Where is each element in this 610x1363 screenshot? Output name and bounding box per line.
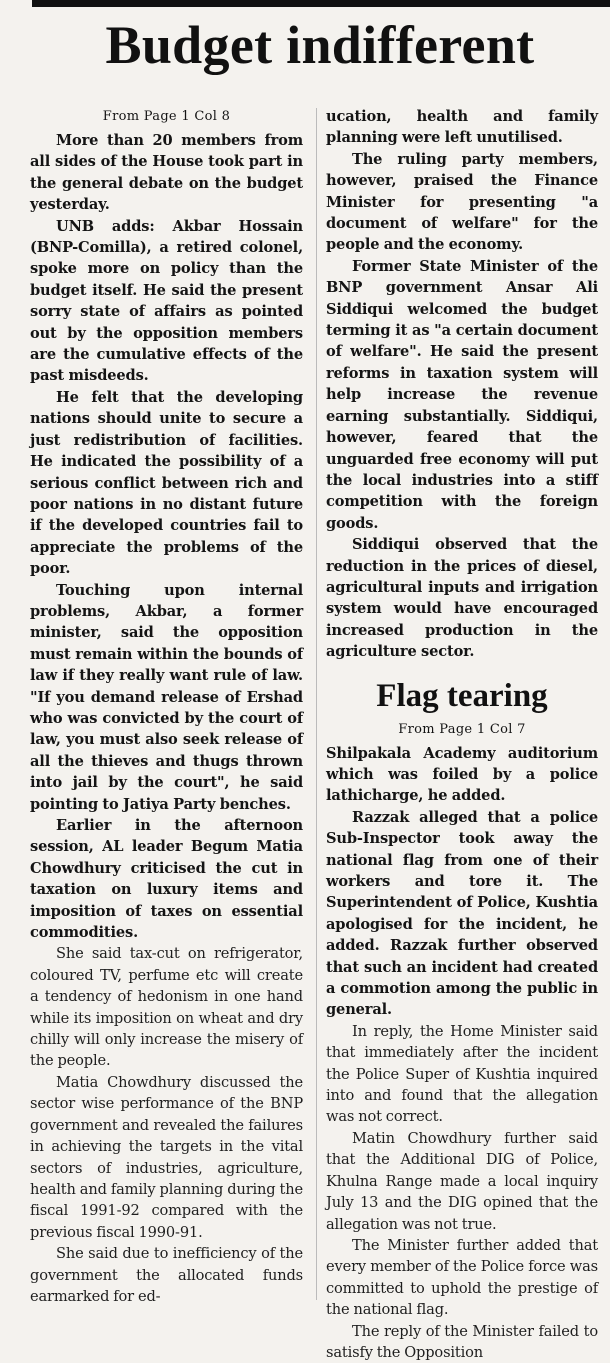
paragraph: More than 20 members from all sides of the House took part in the general debate on the budget yesterday. bbox=[30, 132, 303, 214]
column-divider bbox=[316, 108, 317, 1300]
paragraph: Siddiqui observed that the reduction in the prices of diesel, agricultural inputs and irrigation system would have encouraged increased production in the agriculture sector. bbox=[326, 536, 598, 661]
paragraph: Shilpakala Academy auditorium which was foiled by a police lathicharge, he added. bbox=[326, 744, 598, 805]
paragraph: ucation, health and family planning were left unutilised. bbox=[326, 108, 598, 147]
paragraph: UNB adds: Akbar Hossain (BNP-Comilla), a retired colonel, spoke more on policy than the budget itself. He said the present sorry state of affairs as pointed out by the opposition members are the cumulative effects of the past misdeeds. bbox=[30, 217, 303, 385]
paragraph: She said tax-cut on refrigerator, coloured TV, perfume etc will create a tendency of hedonism in one hand while its imposition on wheat and dry chilly will only increase the misery of the people. bbox=[30, 945, 303, 1070]
paragraph: Matia Chowdhury discussed the sector wise performance of the BNP government and revealed the failures in achieving the targets in the vital sectors of industries, agriculture, health and family planning during the fiscal 1991-92 compared with the previous fiscal 1990-91. bbox=[30, 1073, 303, 1241]
subheadline: Flag tearing bbox=[376, 677, 548, 714]
paragraph: Razzak alleged that a police Sub-Inspector took away the national flag from one of their workers and tore it. The Superintendent of Police, Kushtia apologised for the incident, he added. Razzak further observed that such an incident had created a commotion among the public in general. bbox=[326, 808, 598, 1019]
right-column bbox=[326, 106, 598, 1361]
dateline: From Page 1 Col 7 bbox=[398, 721, 526, 737]
paragraph: Former State Minister of the BNP government Ansar Ali Siddiqui welcomed the budget terming it as "a certain document of welfare". He said the present reforms in taxation system will help increase the revenue earning substantially. Siddiqui, however, feared that the unguarded free economy will put the local industries into a stiff competition with the foreign goods. bbox=[326, 257, 598, 532]
paragraph: He felt that the developing nations should unite to secure a just redistribution of facilities. He indicated the possibility of a serious conflict between rich and poor nations in no distant future if the developed countries fail to appreciate the problems of the poor. bbox=[30, 388, 303, 578]
dateline: From Page 1 Col 8 bbox=[102, 109, 231, 124]
paragraph: She said due to inefficiency of the government the allocated funds earmarked for ed- bbox=[30, 1245, 303, 1305]
paragraph: Earlier in the afternoon session, AL leader Begum Matia Chowdhury criticised the cut in taxation on luxury items and imposition of taxes on essential commodities. bbox=[30, 817, 303, 942]
paragraph: Touching upon internal problems, Akbar, a former minister, said the opposition must remain within the bounds of law if they really want rule of law. "If you demand release of Ershad who was convicted by the court of law, you must also seek release of all the thieves and thugs thrown into jail by the court", he said pointing to Jatiya Party benches. bbox=[30, 581, 303, 813]
headline: Budget indifferent bbox=[105, 15, 535, 75]
paragraph: In reply, the Home Minister said that immediately after the incident the Police Super of Kushtia inquired into and found that the allegation was not correct. bbox=[326, 1022, 598, 1126]
left-column bbox=[30, 106, 303, 1305]
top-rule bbox=[32, 0, 610, 7]
paragraph: The Minister further added that every member of the Police force was committed to uphold the prestige of the national flag. bbox=[326, 1236, 598, 1319]
paragraph: The ruling party members, however, praised the Finance Minister for presenting "a document of welfare" for the people and the economy. bbox=[326, 150, 598, 254]
paragraph: Matin Chowdhury further said that the Additional DIG of Police, Khulna Range made a local inquiry July 13 and the DIG opined that the allegation was not true. bbox=[326, 1129, 598, 1233]
paragraph: The reply of the Minister failed to satisfy the Opposition bbox=[326, 1322, 598, 1361]
